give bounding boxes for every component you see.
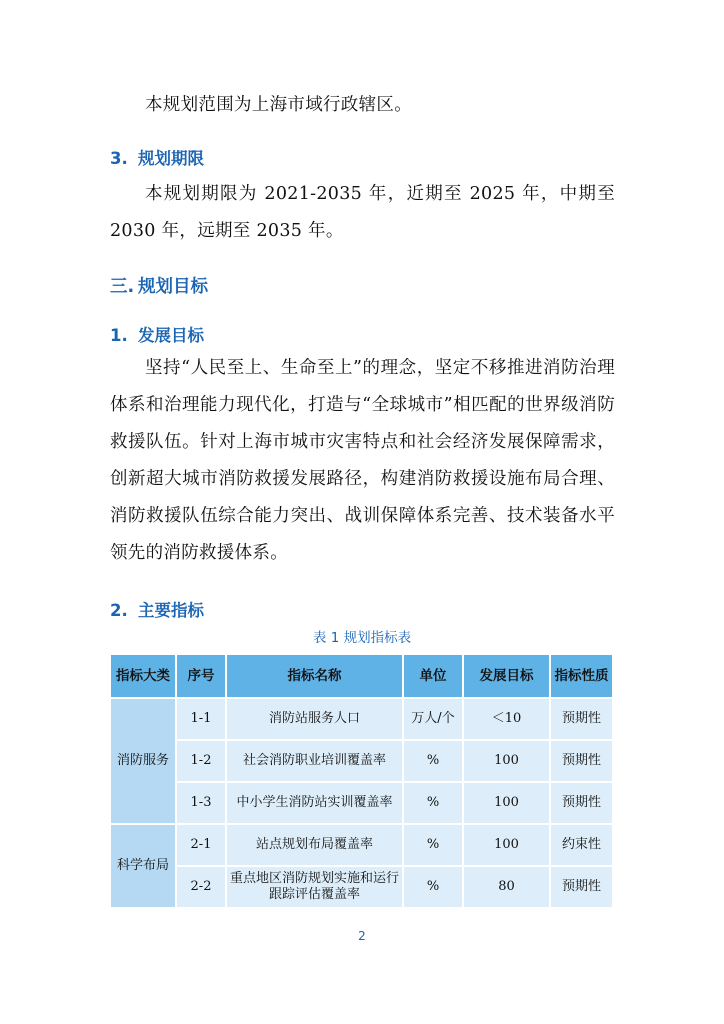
name-cell: 消防站服务人口 [226, 698, 403, 740]
nature-cell: 预期性 [550, 740, 613, 782]
number-cell: 1-1 [176, 698, 226, 740]
section-heading-dev-goal [110, 322, 204, 346]
page-number: 2 [358, 929, 366, 943]
target-cell: 80 [463, 866, 550, 908]
category-cell: 消防服务 [110, 698, 176, 824]
table-caption: 表 1 规划指标表 [312, 630, 412, 646]
section-heading-objectives [110, 273, 208, 298]
table-row [110, 866, 613, 908]
name-cell: 社会消防职业培训覆盖率 [226, 740, 403, 782]
name-cell: 站点规划布局覆盖率 [226, 824, 403, 866]
section-heading-indicators [110, 597, 204, 621]
header-target: 发展目标 [463, 654, 550, 698]
header-name: 指标名称 [226, 654, 403, 698]
header-number: 序号 [176, 654, 226, 698]
nature-cell: 约束性 [550, 824, 613, 866]
heading-text: 发展目标 [138, 326, 204, 345]
header-category: 指标大类 [110, 654, 176, 698]
header-unit: 单位 [403, 654, 463, 698]
heading-text: 规划期限 [138, 149, 204, 168]
nature-cell: 预期性 [550, 698, 613, 740]
table-header-row [110, 654, 613, 698]
section-heading-period [110, 145, 204, 169]
name-cell: 重点地区消防规划实施和运行跟踪评估覆盖率 [226, 866, 403, 908]
unit-cell: % [403, 824, 463, 866]
heading-text: 规划目标 [138, 277, 208, 297]
unit-cell: % [403, 782, 463, 824]
target-cell: 100 [463, 824, 550, 866]
number-cell: 2-2 [176, 866, 226, 908]
number-cell: 2-1 [176, 824, 226, 866]
table-row [110, 782, 613, 824]
heading-text: 主要指标 [138, 601, 204, 620]
target-cell: 100 [463, 782, 550, 824]
category-cell: 科学布局 [110, 824, 176, 908]
table-row [110, 698, 613, 740]
nature-cell: 预期性 [550, 782, 613, 824]
unit-cell: % [403, 740, 463, 782]
target-cell: 100 [463, 740, 550, 782]
heading-number: 3. [110, 149, 128, 168]
number-cell: 1-3 [176, 782, 226, 824]
nature-cell: 预期性 [550, 866, 613, 908]
heading-number: 1. [110, 326, 128, 345]
target-cell: ＜10 [463, 698, 550, 740]
unit-cell: 万人/个 [403, 698, 463, 740]
scope-paragraph: 本规划范围为上海市域行政辖区。 [145, 95, 412, 115]
number-cell: 1-2 [176, 740, 226, 782]
unit-cell: % [403, 866, 463, 908]
heading-number: 三. [110, 277, 135, 297]
goal-paragraph: 坚持“人民至上、生命至上”的理念，坚定不移推进消防治理体系和治理能力现代化，打造与“全球城市”相匹配的世界级消防救援队伍。针对上海市城市灾害特点和社会经济发展保障需求，创新超大城市消防救援发展路径，构建消防救援设施布局合理、消防救援队伍综合能力突出、战训保障体系完善、技术装备水平领先的消防救援体系。 [110, 358, 615, 563]
period-paragraph: 本规划期限为 2021-2035 年，近期至 2025 年，中期至 2030 年，远期至 2035 年。 [110, 184, 615, 241]
table-row [110, 824, 613, 866]
indicator-table [109, 653, 614, 909]
header-nature: 指标性质 [550, 654, 613, 698]
name-cell: 中小学生消防站实训覆盖率 [226, 782, 403, 824]
table-row [110, 740, 613, 782]
heading-number: 2. [110, 601, 128, 620]
